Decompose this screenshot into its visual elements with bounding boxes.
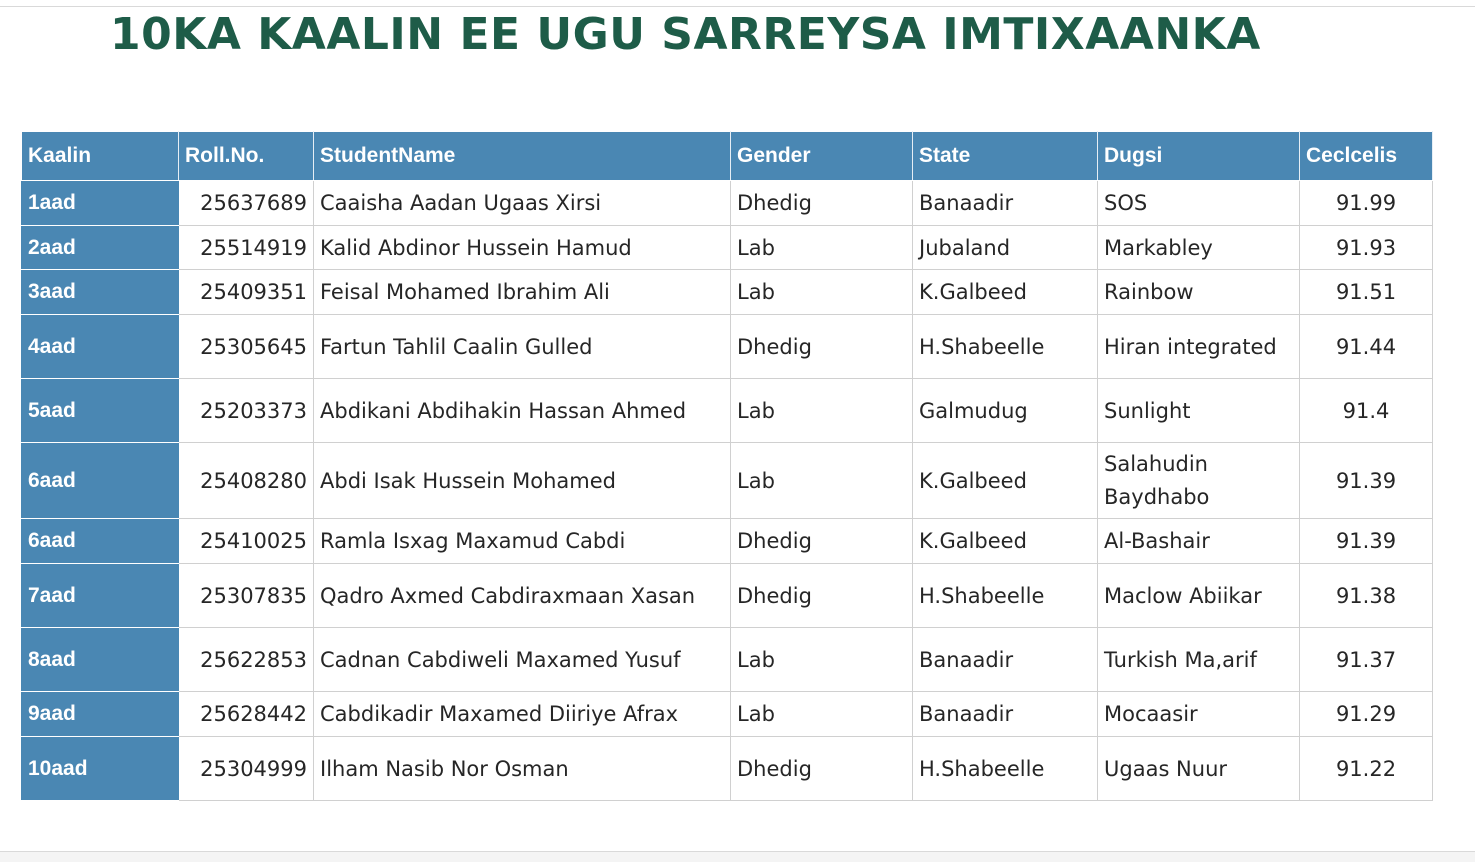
table-row bbox=[22, 628, 1433, 692]
score-cell: 91.44 bbox=[1300, 315, 1433, 379]
roll-number-cell: 25307835 bbox=[179, 564, 314, 628]
school-cell: Ugaas Nuur bbox=[1098, 737, 1300, 801]
bottom-divider bbox=[0, 851, 1475, 862]
column-header-student-name: StudentName bbox=[314, 132, 731, 181]
roll-number-cell: 25304999 bbox=[179, 737, 314, 801]
school-cell: Turkish Ma,arif bbox=[1098, 628, 1300, 692]
school-cell: Mocaasir bbox=[1098, 692, 1300, 737]
state-cell: Banaadir bbox=[913, 628, 1098, 692]
school-cell: Hiran integrated bbox=[1098, 315, 1300, 379]
student-name-cell: Caaisha Aadan Ugaas Xirsi bbox=[314, 181, 731, 226]
student-name-cell: Ramla Isxag Maxamud Cabdi bbox=[314, 519, 731, 564]
school-cell: Salahudin Baydhabo bbox=[1098, 443, 1300, 519]
table-row bbox=[22, 270, 1433, 315]
rank-cell: 3aad bbox=[22, 270, 179, 315]
state-cell: Banaadir bbox=[913, 181, 1098, 226]
state-cell: K.Galbeed bbox=[913, 443, 1098, 519]
score-cell: 91.93 bbox=[1300, 226, 1433, 270]
state-cell: Jubaland bbox=[913, 226, 1098, 270]
state-cell: Galmudug bbox=[913, 379, 1098, 443]
score-cell: 91.38 bbox=[1300, 564, 1433, 628]
roll-number-cell: 25628442 bbox=[179, 692, 314, 737]
rank-cell: 8aad bbox=[22, 628, 179, 692]
rank-cell: 10aad bbox=[22, 737, 179, 801]
table-header-row bbox=[22, 132, 1433, 181]
table-row bbox=[22, 692, 1433, 737]
student-name-cell: Kalid Abdinor Hussein Hamud bbox=[314, 226, 731, 270]
score-cell: 91.4 bbox=[1300, 379, 1433, 443]
school-cell: Maclow Abiikar bbox=[1098, 564, 1300, 628]
rank-cell: 4aad bbox=[22, 315, 179, 379]
school-cell: Al-Bashair bbox=[1098, 519, 1300, 564]
rank-cell: 7aad bbox=[22, 564, 179, 628]
roll-number-cell: 25409351 bbox=[179, 270, 314, 315]
rank-cell: 2aad bbox=[22, 226, 179, 270]
state-cell: H.Shabeelle bbox=[913, 315, 1098, 379]
gender-cell: Dhedig bbox=[731, 564, 913, 628]
gender-cell: Dhedig bbox=[731, 181, 913, 226]
student-name-cell: Feisal Mohamed Ibrahim Ali bbox=[314, 270, 731, 315]
student-name-cell: Cabdikadir Maxamed Diiriye Afrax bbox=[314, 692, 731, 737]
top-divider bbox=[0, 6, 1475, 7]
school-cell: Rainbow bbox=[1098, 270, 1300, 315]
page-title: 10KA KAALIN EE UGU SARREYSA IMTIXAANKA bbox=[110, 9, 1261, 60]
student-name-cell: Cadnan Cabdiweli Maxamed Yusuf bbox=[314, 628, 731, 692]
results-table bbox=[21, 131, 1433, 801]
table-row bbox=[22, 737, 1433, 801]
column-header-roll-no: Roll.No. bbox=[179, 132, 314, 181]
score-cell: 91.39 bbox=[1300, 519, 1433, 564]
gender-cell: Dhedig bbox=[731, 315, 913, 379]
column-header-dugsi: Dugsi bbox=[1098, 132, 1300, 181]
state-cell: K.Galbeed bbox=[913, 519, 1098, 564]
table-row bbox=[22, 379, 1433, 443]
rank-cell: 1aad bbox=[22, 181, 179, 226]
gender-cell: Lab bbox=[731, 628, 913, 692]
score-cell: 91.37 bbox=[1300, 628, 1433, 692]
column-header-gender: Gender bbox=[731, 132, 913, 181]
table-row bbox=[22, 226, 1433, 270]
student-name-cell: Abdikani Abdihakin Hassan Ahmed bbox=[314, 379, 731, 443]
score-cell: 91.39 bbox=[1300, 443, 1433, 519]
rank-cell: 9aad bbox=[22, 692, 179, 737]
school-cell: Sunlight bbox=[1098, 379, 1300, 443]
roll-number-cell: 25410025 bbox=[179, 519, 314, 564]
student-name-cell: Qadro Axmed Cabdiraxmaan Xasan bbox=[314, 564, 731, 628]
school-cell: SOS bbox=[1098, 181, 1300, 226]
score-cell: 91.29 bbox=[1300, 692, 1433, 737]
gender-cell: Lab bbox=[731, 270, 913, 315]
gender-cell: Dhedig bbox=[731, 737, 913, 801]
roll-number-cell: 25637689 bbox=[179, 181, 314, 226]
table-row bbox=[22, 443, 1433, 519]
gender-cell: Lab bbox=[731, 692, 913, 737]
gender-cell: Dhedig bbox=[731, 519, 913, 564]
gender-cell: Lab bbox=[731, 443, 913, 519]
state-cell: K.Galbeed bbox=[913, 270, 1098, 315]
school-cell: Markabley bbox=[1098, 226, 1300, 270]
column-header-kaalin: Kaalin bbox=[22, 132, 179, 181]
roll-number-cell: 25203373 bbox=[179, 379, 314, 443]
student-name-cell: Ilham Nasib Nor Osman bbox=[314, 737, 731, 801]
column-header-ceclcelis: Ceclcelis bbox=[1300, 132, 1433, 181]
table-row bbox=[22, 315, 1433, 379]
gender-cell: Lab bbox=[731, 379, 913, 443]
rank-cell: 6aad bbox=[22, 519, 179, 564]
table-row bbox=[22, 181, 1433, 226]
roll-number-cell: 25305645 bbox=[179, 315, 314, 379]
roll-number-cell: 25622853 bbox=[179, 628, 314, 692]
rank-cell: 5aad bbox=[22, 379, 179, 443]
roll-number-cell: 25408280 bbox=[179, 443, 314, 519]
gender-cell: Lab bbox=[731, 226, 913, 270]
state-cell: H.Shabeelle bbox=[913, 564, 1098, 628]
table-row bbox=[22, 519, 1433, 564]
score-cell: 91.99 bbox=[1300, 181, 1433, 226]
student-name-cell: Fartun Tahlil Caalin Gulled bbox=[314, 315, 731, 379]
score-cell: 91.51 bbox=[1300, 270, 1433, 315]
state-cell: Banaadir bbox=[913, 692, 1098, 737]
score-cell: 91.22 bbox=[1300, 737, 1433, 801]
student-name-cell: Abdi Isak Hussein Mohamed bbox=[314, 443, 731, 519]
rank-cell: 6aad bbox=[22, 443, 179, 519]
roll-number-cell: 25514919 bbox=[179, 226, 314, 270]
table-row bbox=[22, 564, 1433, 628]
state-cell: H.Shabeelle bbox=[913, 737, 1098, 801]
column-header-state: State bbox=[913, 132, 1098, 181]
